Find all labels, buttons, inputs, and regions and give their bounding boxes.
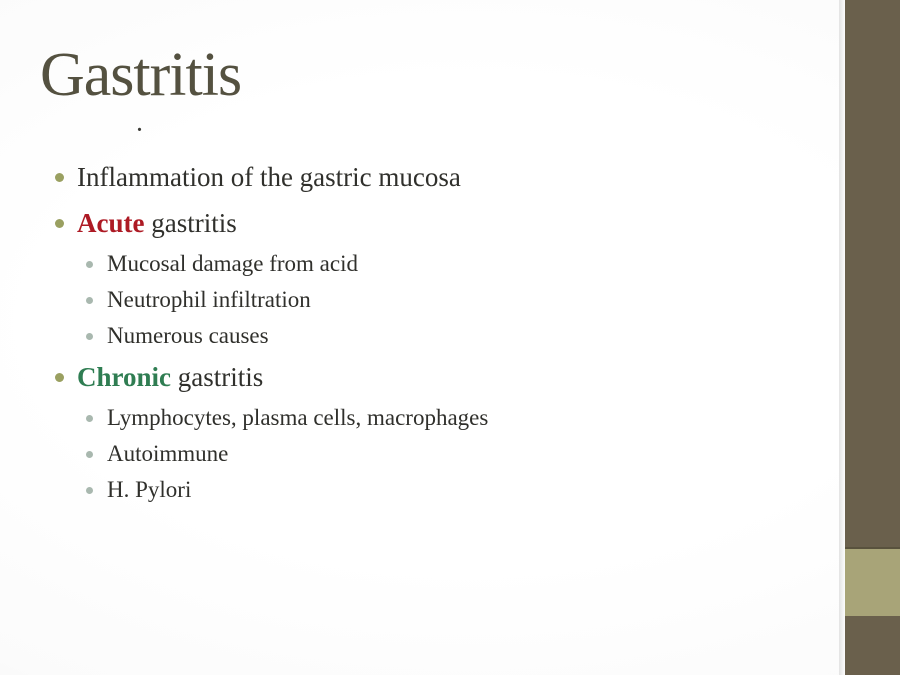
bullet-text	[107, 287, 311, 313]
bullet-dot-icon	[86, 261, 93, 268]
bullet-dot-icon	[86, 333, 93, 340]
bullet-item	[0, 154, 800, 200]
stray-dot: .	[137, 114, 142, 136]
bullet-text	[107, 477, 191, 503]
text-segment: Autoimmune	[107, 441, 229, 466]
bullet-text	[77, 162, 461, 193]
bullet-item	[0, 436, 800, 472]
text-segment: Mucosal damage from acid	[107, 251, 358, 276]
bullet-text	[107, 441, 228, 467]
bullet-text	[107, 405, 488, 431]
keyword-segment: Chronic	[77, 361, 172, 392]
bullet-item	[0, 200, 800, 246]
text-segment: Numerous causes	[107, 323, 269, 348]
bullet-dot-icon	[86, 415, 93, 422]
bullet-dot-icon	[86, 487, 93, 494]
bullet-list	[0, 154, 800, 508]
bullet-item	[0, 318, 800, 354]
bullet-text	[77, 208, 237, 239]
bullet-text	[107, 251, 358, 277]
text-segment: H. Pylori	[107, 477, 192, 502]
text-segment: gastritis	[171, 361, 264, 392]
sidebar-accent-band	[845, 547, 900, 616]
text-segment: Inflammation of the gastric mucosa	[77, 161, 461, 192]
bullet-dot-icon	[86, 451, 93, 458]
bullet-dot-icon	[55, 373, 64, 382]
bullet-text	[107, 323, 269, 349]
bullet-dot-icon	[55, 219, 64, 228]
slide-title: Gastritis	[40, 41, 242, 109]
bullet-text	[77, 362, 263, 393]
text-segment: Lymphocytes, plasma cells, macrophages	[107, 405, 489, 430]
text-segment: Neutrophil infiltration	[107, 287, 311, 312]
bullet-dot-icon	[86, 297, 93, 304]
bullet-item	[0, 472, 800, 508]
bullet-item	[0, 354, 800, 400]
bullet-item	[0, 282, 800, 318]
bullet-dot-icon	[55, 173, 64, 182]
bullet-item	[0, 246, 800, 282]
bullet-item	[0, 400, 800, 436]
text-segment: gastritis	[144, 207, 237, 238]
keyword-segment: Acute	[77, 207, 145, 238]
